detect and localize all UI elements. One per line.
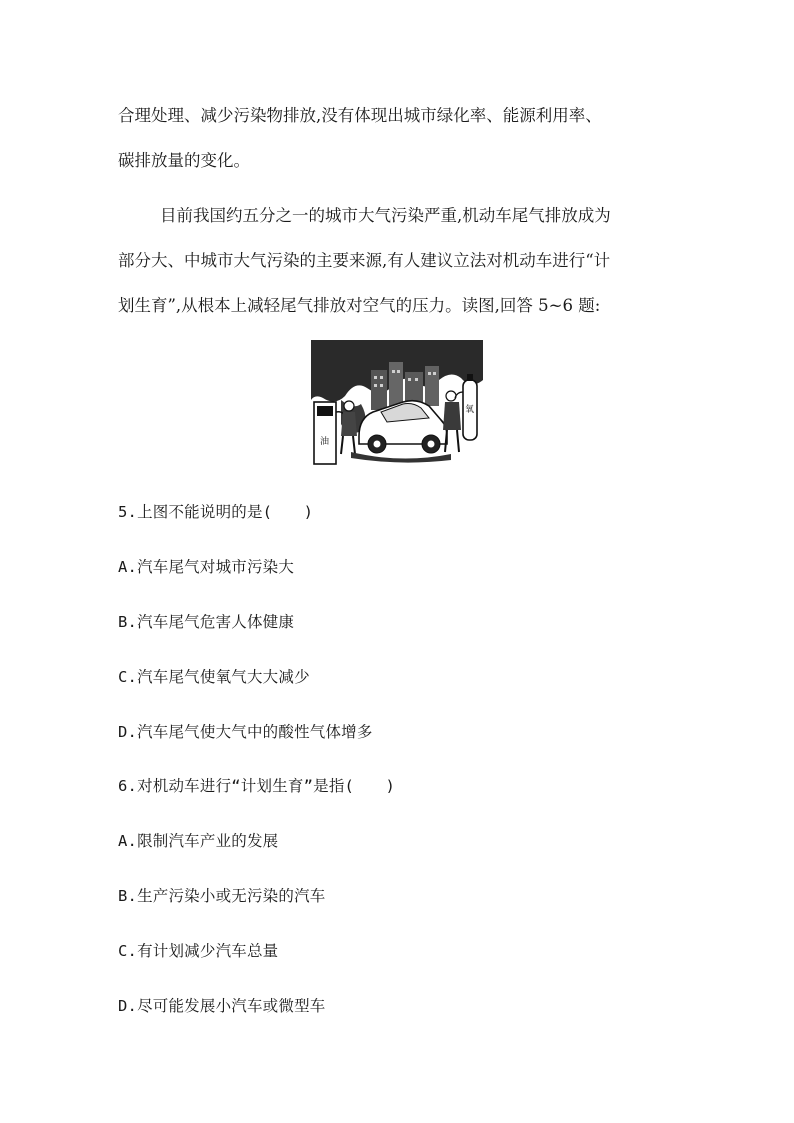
question-6-stem: 6.对机动车进行“计划生育”是指( ) (118, 777, 395, 795)
question-5-option-b: B.汽车尾气危害人体健康 (118, 613, 295, 631)
question-5-option-c: C.汽车尾气使氧气大大减少 (118, 668, 310, 686)
pump-label: 油 (320, 436, 330, 446)
question-5-option-d: D.汽车尾气使大气中的酸性气体增多 (118, 723, 373, 741)
question-5-stem: 5.上图不能说明的是( ) (118, 503, 314, 521)
question-6-option-c: C.有计划减少汽车总量 (118, 942, 279, 960)
tank-label: 氧 (465, 404, 475, 414)
question-6-option-d: D.尽可能发展小汽车或微型车 (118, 997, 326, 1015)
passage-line-1: 目前我国约五分之一的城市大气污染严重,机动车尾气排放成为 (160, 206, 611, 225)
question-6-option-a: A.限制汽车产业的发展 (118, 832, 279, 850)
exhaust-pollution-cartoon (311, 340, 483, 466)
question-6-option-b: B.生产污染小或无污染的汽车 (118, 887, 326, 905)
question-5-option-a: A.汽车尾气对城市污染大 (118, 558, 295, 576)
intro-line-2: 碳排放量的变化。 (118, 151, 250, 170)
intro-line-1: 合理处理、减少污染物排放,没有体现出城市绿化率、能源利用率、 (118, 106, 602, 125)
passage-line-3: 划生育”,从根本上减轻尾气排放对空气的压力。读图,回答 5~6 题: (118, 296, 601, 315)
passage-line-2: 部分大、中城市大气污染的主要来源,有人建议立法对机动车进行“计 (118, 251, 611, 270)
